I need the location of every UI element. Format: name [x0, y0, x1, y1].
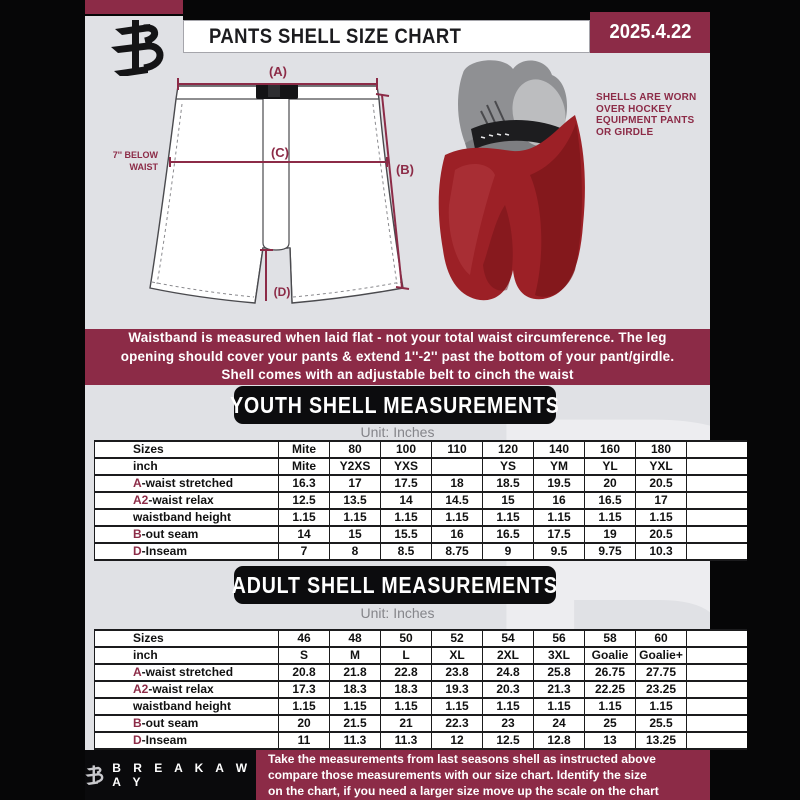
below-waist-label-line2: WAIST	[129, 162, 158, 172]
table-row-tail	[687, 698, 748, 715]
row-label: A-waist stretched	[95, 475, 279, 492]
below-waist-label-line1: 7'' BELOW	[112, 150, 158, 160]
table-row	[95, 698, 748, 715]
table-row	[95, 441, 748, 458]
table-cell: 26.75	[585, 664, 636, 681]
table-cell: 11.3	[330, 732, 381, 749]
table-cell: 20	[279, 715, 330, 732]
table-row-tail	[687, 441, 748, 458]
table-cell: L	[381, 647, 432, 664]
table-cell: 14	[381, 492, 432, 509]
table-cell: 17	[636, 492, 687, 509]
table-cell: 18.3	[330, 681, 381, 698]
table-cell: 25.8	[534, 664, 585, 681]
table-cell: 17.5	[534, 526, 585, 543]
table-cell: XL	[432, 647, 483, 664]
row-label: D-Inseam	[95, 732, 279, 749]
table-cell: 1.15	[534, 509, 585, 526]
date-text: 2025.4.22	[609, 21, 691, 43]
table-cell: 48	[330, 630, 381, 647]
table-cell: 1.15	[585, 698, 636, 715]
table-cell: 1.15	[585, 509, 636, 526]
table-row-tail	[687, 492, 748, 509]
table-cell: Goalie+	[636, 647, 687, 664]
table-cell: 18.5	[483, 475, 534, 492]
table-cell: 50	[381, 630, 432, 647]
youth-unit-label: Unit: Inches	[360, 424, 435, 440]
table-cell: 110	[432, 441, 483, 458]
table-cell: 2XL	[483, 647, 534, 664]
table-cell: 9.5	[534, 543, 585, 560]
table-cell: 17.5	[381, 475, 432, 492]
table-cell: Y2XS	[330, 458, 381, 475]
table-cell: 16.3	[279, 475, 330, 492]
table-cell: 8.75	[432, 543, 483, 560]
diagram-label-c: (C)	[270, 145, 290, 160]
table-cell: 21.3	[534, 681, 585, 698]
youth-size-table	[94, 440, 747, 561]
table-cell: 9.75	[585, 543, 636, 560]
banner-line: Waistband is measured when laid flat - not your total waist circumference. The leg	[128, 330, 667, 346]
table-cell: 25	[585, 715, 636, 732]
table-cell: 60	[636, 630, 687, 647]
footer-brand-name: B R E A K A W A Y	[112, 761, 252, 789]
table-cell: Goalie	[585, 647, 636, 664]
table-cell: Mite	[279, 458, 330, 475]
adult-heading-text: ADULT SHELL MEASUREMENTS	[232, 571, 558, 598]
diagram-label-b: (B)	[395, 162, 415, 177]
table-cell: 21	[381, 715, 432, 732]
table-cell: YXL	[636, 458, 687, 475]
table-cell: 160	[585, 441, 636, 458]
table-cell: 17.3	[279, 681, 330, 698]
photo-note-line: OR GIRDLE	[596, 126, 654, 138]
table-cell: 22.3	[432, 715, 483, 732]
row-label: inch	[95, 458, 279, 475]
table-cell: 16.5	[483, 526, 534, 543]
table-cell: 20.5	[636, 526, 687, 543]
table-row	[95, 647, 748, 664]
breakaway-logo-small-icon	[85, 762, 104, 788]
row-label: waistband height	[95, 509, 279, 526]
table-cell: 7	[279, 543, 330, 560]
table-cell: 8.5	[381, 543, 432, 560]
table-cell: 12.5	[483, 732, 534, 749]
table-cell: 15	[483, 492, 534, 509]
table-cell: 21.5	[330, 715, 381, 732]
table-cell: 1.15	[432, 698, 483, 715]
table-row	[95, 681, 748, 698]
table-row	[95, 715, 748, 732]
table-row-tail	[687, 475, 748, 492]
table-cell: 16.5	[585, 492, 636, 509]
table-cell: 16	[432, 526, 483, 543]
table-cell: 1.15	[483, 698, 534, 715]
table-cell: 22.8	[381, 664, 432, 681]
table-cell: 100	[381, 441, 432, 458]
table-cell: 46	[279, 630, 330, 647]
table-row	[95, 664, 748, 681]
adult-section-heading	[234, 566, 556, 604]
table-row-tail	[687, 647, 748, 664]
table-cell: 27.75	[636, 664, 687, 681]
table-cell: M	[330, 647, 381, 664]
table-cell: 14.5	[432, 492, 483, 509]
row-label: B-out seam	[95, 526, 279, 543]
table-row-tail	[687, 681, 748, 698]
table-cell	[432, 458, 483, 475]
table-row-tail	[687, 630, 748, 647]
diagram-label-a: (A)	[268, 64, 288, 79]
table-cell: 52	[432, 630, 483, 647]
table-cell: 14	[279, 526, 330, 543]
table-row	[95, 475, 748, 492]
photo-note-line: OVER HOCKEY	[596, 103, 673, 115]
row-label: waistband height	[95, 698, 279, 715]
table-cell: 20.3	[483, 681, 534, 698]
table-cell: YXS	[381, 458, 432, 475]
table-cell: 25.5	[636, 715, 687, 732]
table-cell: 17	[330, 475, 381, 492]
table-row	[95, 526, 748, 543]
table-cell: 1.15	[534, 698, 585, 715]
table-cell: 22.25	[585, 681, 636, 698]
table-cell: YS	[483, 458, 534, 475]
table-cell: 1.15	[279, 698, 330, 715]
shell-measurement-diagram	[108, 58, 440, 310]
row-label: A2-waist relax	[95, 681, 279, 698]
table-row-tail	[687, 458, 748, 475]
photo-note-line: EQUIPMENT PANTS	[596, 115, 695, 126]
table-cell: 8	[330, 543, 381, 560]
table-row-tail	[687, 715, 748, 732]
table-cell: 1.15	[432, 509, 483, 526]
table-cell: 16	[534, 492, 585, 509]
table-cell: 1.15	[636, 509, 687, 526]
row-label: B-out seam	[95, 715, 279, 732]
table-cell: 1.15	[279, 509, 330, 526]
adult-unit-label: Unit: Inches	[360, 605, 435, 621]
row-label: Sizes	[95, 630, 279, 647]
table-cell: 19	[585, 526, 636, 543]
table-cell: 15.5	[381, 526, 432, 543]
table-cell: 19.3	[432, 681, 483, 698]
photo-note	[596, 92, 714, 138]
table-cell: 58	[585, 630, 636, 647]
table-cell: 18.3	[381, 681, 432, 698]
table-cell: 56	[534, 630, 585, 647]
table-cell: 3XL	[534, 647, 585, 664]
table-cell: 13.5	[330, 492, 381, 509]
table-cell: 1.15	[483, 509, 534, 526]
table-row-tail	[687, 664, 748, 681]
table-cell: 12.8	[534, 732, 585, 749]
table-cell: 80	[330, 441, 381, 458]
adult-size-table	[94, 629, 747, 750]
table-cell: 1.15	[381, 698, 432, 715]
table-cell: 20.8	[279, 664, 330, 681]
measurement-note-banner	[85, 329, 710, 385]
footer-line: on the chart, if you need a larger size move up the scale on the chart	[268, 783, 659, 798]
date-badge	[590, 12, 710, 53]
table-cell: 15	[330, 526, 381, 543]
table-cell: 54	[483, 630, 534, 647]
title-bar	[183, 20, 590, 53]
row-label: D-Inseam	[95, 543, 279, 560]
table-row	[95, 732, 748, 749]
row-label: A2-waist relax	[95, 492, 279, 509]
table-row	[95, 492, 748, 509]
table-cell: YM	[534, 458, 585, 475]
table-cell: 11	[279, 732, 330, 749]
footer-instructions	[256, 750, 710, 800]
page-title: PANTS SHELL SIZE CHART	[209, 24, 462, 48]
footer-line: compare those measurements with our size chart. Identify the size	[268, 767, 647, 782]
table-cell: 11.3	[381, 732, 432, 749]
footer-line: Take the measurements from last seasons shell as instructed above	[268, 752, 656, 766]
table-cell: 23.8	[432, 664, 483, 681]
table-row-tail	[687, 526, 748, 543]
table-cell: 10.3	[636, 543, 687, 560]
banner-line: opening should cover your pants & extend 1''-2'' past the bottom of your pant/girdle.	[120, 348, 675, 364]
shell-photo	[435, 55, 605, 305]
table-cell: 20	[585, 475, 636, 492]
diagram-label-d: (D)	[273, 285, 291, 299]
table-cell: 24	[534, 715, 585, 732]
table-cell: 1.15	[381, 509, 432, 526]
table-cell: 21.8	[330, 664, 381, 681]
table-cell: 18	[432, 475, 483, 492]
table-row	[95, 630, 748, 647]
table-row-tail	[687, 543, 748, 560]
table-cell: 20.5	[636, 475, 687, 492]
table-cell: 23	[483, 715, 534, 732]
table-cell: 12.5	[279, 492, 330, 509]
table-cell: YL	[585, 458, 636, 475]
table-cell: 19.5	[534, 475, 585, 492]
table-cell: S	[279, 647, 330, 664]
table-row-tail	[687, 732, 748, 749]
table-row	[95, 458, 748, 475]
table-row-tail	[687, 509, 748, 526]
row-label: A-waist stretched	[95, 664, 279, 681]
table-row	[95, 543, 748, 560]
table-cell: 1.15	[636, 698, 687, 715]
photo-note-line: SHELLS ARE WORN	[596, 92, 697, 103]
banner-line: Shell comes with an adjustable belt to cinch the waist	[221, 367, 574, 383]
table-row	[95, 509, 748, 526]
table-cell: 1.15	[330, 698, 381, 715]
table-cell: 140	[534, 441, 585, 458]
table-cell: 180	[636, 441, 687, 458]
footer-brand-box	[85, 750, 256, 800]
table-cell: 1.15	[330, 509, 381, 526]
table-cell: 23.25	[636, 681, 687, 698]
youth-heading-text: YOUTH SHELL MEASUREMENTS	[230, 391, 560, 418]
table-cell: 120	[483, 441, 534, 458]
table-cell: 13	[585, 732, 636, 749]
table-cell: Mite	[279, 441, 330, 458]
row-label: Sizes	[95, 441, 279, 458]
youth-section-heading	[230, 386, 560, 424]
table-cell: 24.8	[483, 664, 534, 681]
table-cell: 9	[483, 543, 534, 560]
table-cell: 12	[432, 732, 483, 749]
row-label: inch	[95, 647, 279, 664]
table-cell: 13.25	[636, 732, 687, 749]
